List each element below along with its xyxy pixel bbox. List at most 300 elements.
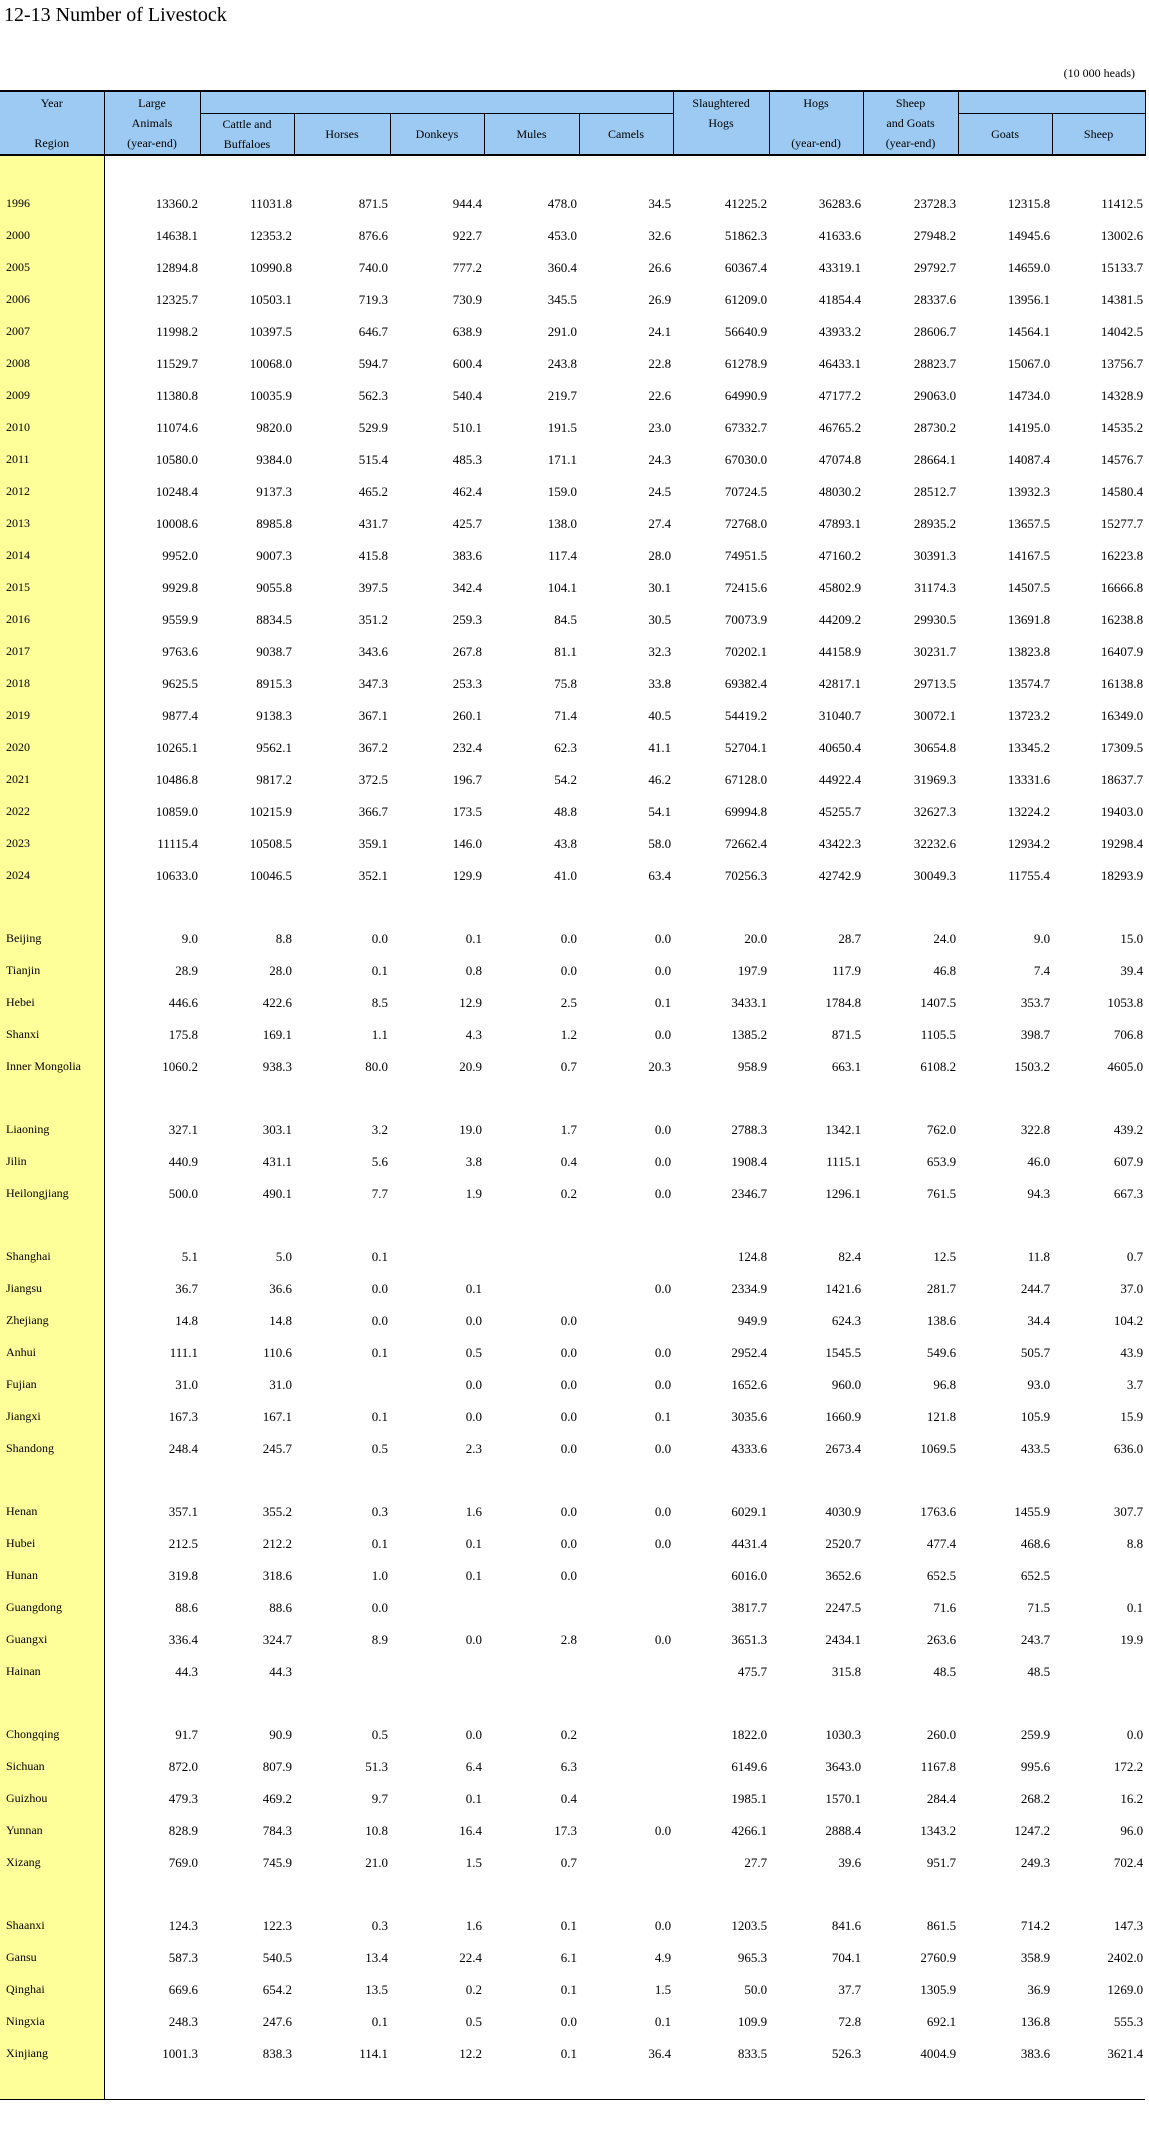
table-cell: 1342.1: [825, 1121, 862, 1137]
table-cell: 1343.2: [920, 1822, 957, 1838]
row-label: [0, 155, 104, 187]
table-cell: 343.6: [358, 643, 388, 659]
table-cell: [104, 1464, 200, 1495]
table-row: [0, 1432, 1145, 1464]
table-cell: 44209.2: [818, 611, 862, 627]
table-cell: 965.3: [737, 1949, 768, 1965]
table-cell: 20.3: [648, 1058, 672, 1074]
table-cell: 490.1: [262, 1185, 292, 1201]
table-cell: 10035.9: [249, 387, 292, 403]
table-row: [0, 859, 1145, 891]
table-cell: 4004.9: [920, 2045, 957, 2061]
table-cell: 259.9: [1020, 1726, 1051, 1742]
table-cell: 0.1: [371, 1248, 388, 1264]
table-cell: [1052, 1687, 1145, 1718]
row-label: 2018: [0, 667, 104, 699]
table-cell: 9137.3: [256, 483, 292, 499]
table-cell: 462.4: [452, 483, 482, 499]
table-cell: 745.9: [262, 1854, 292, 1870]
table-cell: 0.4: [560, 1153, 577, 1169]
table-cell: 0.0: [654, 1440, 672, 1456]
table-cell: 48.8: [554, 803, 577, 819]
header-donkeys: Donkeys: [390, 114, 484, 156]
table-cell: 24.5: [648, 483, 672, 499]
table-cell: 465.2: [358, 483, 388, 499]
table-cell: 14195.0: [1007, 419, 1051, 435]
table-cell: 9.0: [1033, 930, 1051, 946]
table-cell: 0.8: [465, 962, 482, 978]
table-cell: 607.9: [1113, 1153, 1144, 1169]
table-cell: 196.7: [452, 771, 482, 787]
table-cell: 0.1: [371, 1408, 388, 1424]
table-cell: 841.6: [831, 1917, 862, 1933]
table-cell: 777.2: [452, 259, 482, 275]
table-cell: 14381.5: [1100, 291, 1144, 307]
table-cell: [484, 891, 579, 922]
table-cell: 14945.6: [1007, 227, 1051, 243]
table-cell: 122.3: [262, 1917, 292, 1933]
row-label: [0, 1082, 104, 1113]
table-cell: 2520.7: [825, 1535, 862, 1551]
table-cell: 324.7: [262, 1631, 292, 1647]
table-cell: 52704.1: [724, 739, 768, 755]
group-spacer: [0, 1878, 1145, 1909]
table-cell: 147.3: [1113, 1917, 1144, 1933]
table-cell: 22.4: [459, 1949, 482, 1965]
table-cell: 291.0: [547, 323, 577, 339]
table-cell: 3643.0: [825, 1758, 862, 1774]
table-cell: 47074.8: [818, 451, 862, 467]
table-cell: 9055.8: [256, 579, 292, 595]
table-cell: 397.5: [358, 579, 388, 595]
table-cell: 14659.0: [1007, 259, 1051, 275]
table-cell: 13723.2: [1007, 707, 1051, 723]
table-cell: [200, 155, 294, 187]
table-cell: 12934.2: [1007, 835, 1051, 851]
table-cell: 0.0: [654, 1535, 672, 1551]
row-label: Xinjiang: [0, 2037, 104, 2069]
table-cell: 15277.7: [1100, 515, 1144, 531]
table-cell: 0.0: [560, 930, 577, 946]
table-cell: [390, 1464, 484, 1495]
table-cell: 62.3: [554, 739, 577, 755]
row-label: Tianjin: [0, 954, 104, 986]
table-cell: 16666.8: [1100, 579, 1144, 595]
table-cell: 515.4: [358, 451, 388, 467]
table-cell: 10068.0: [249, 355, 292, 371]
table-cell: 268.2: [1020, 1790, 1051, 1806]
table-cell: 30049.3: [913, 867, 957, 883]
table-cell: 594.7: [358, 355, 388, 371]
table-cell: 0.0: [465, 1376, 482, 1392]
table-cell: 355.2: [262, 1503, 292, 1519]
table-cell: 15.9: [1120, 1408, 1144, 1424]
table-cell: 478.0: [547, 195, 577, 211]
row-label: Shanghai: [0, 1240, 104, 1272]
header-subgroup-blank: [200, 91, 673, 114]
table-cell: 353.7: [1020, 994, 1051, 1010]
table-cell: 31040.7: [818, 707, 862, 723]
table-cell: 871.5: [831, 1026, 862, 1042]
table-cell: 28730.2: [913, 419, 957, 435]
table-cell: [1052, 2069, 1145, 2100]
table-cell: 11115.4: [157, 835, 198, 851]
table-cell: [104, 891, 200, 922]
table-cell: [390, 1209, 484, 1240]
table-cell: 0.0: [654, 930, 672, 946]
table-cell: 104.1: [547, 579, 577, 595]
table-cell: 4266.1: [731, 1822, 768, 1838]
table-cell: 71.5: [1027, 1599, 1051, 1615]
table-cell: 9384.0: [256, 451, 292, 467]
table-cell: 9038.7: [256, 643, 292, 659]
table-cell: 175.8: [168, 1026, 198, 1042]
table-cell: [1052, 1464, 1145, 1495]
table-cell: 44922.4: [818, 771, 862, 787]
table-cell: 281.7: [926, 1280, 957, 1296]
table-cell: 138.0: [547, 515, 577, 531]
table-cell: [958, 1464, 1052, 1495]
table-cell: 167.1: [262, 1408, 292, 1424]
table-row: [0, 731, 1145, 763]
table-cell: 367.1: [358, 707, 388, 723]
table-cell: 45255.7: [818, 803, 862, 819]
table-cell: 9763.6: [162, 643, 198, 659]
row-label: 2013: [0, 507, 104, 539]
table-row: [0, 411, 1145, 443]
table-cell: 30.1: [648, 579, 672, 595]
table-cell: 10859.0: [155, 803, 198, 819]
row-label: 2016: [0, 603, 104, 635]
table-cell: 1.6: [465, 1917, 482, 1933]
table-cell: 10.8: [365, 1822, 388, 1838]
table-cell: 807.9: [262, 1758, 292, 1774]
table-cell: [958, 1687, 1052, 1718]
table-cell: 36283.6: [818, 195, 862, 211]
table-cell: 146.0: [452, 835, 482, 851]
table-cell: 704.1: [831, 1949, 862, 1965]
table-cell: 219.7: [547, 387, 577, 403]
table-cell: 342.4: [452, 579, 482, 595]
table-cell: [769, 2069, 863, 2100]
table-cell: 54.1: [648, 803, 672, 819]
table-cell: 828.9: [168, 1822, 198, 1838]
table-cell: [958, 2069, 1052, 2100]
table-cell: 0.0: [560, 1535, 577, 1551]
table-cell: [769, 1878, 863, 1909]
table-cell: 70202.1: [724, 643, 768, 659]
row-label: Gansu: [0, 1941, 104, 1973]
table-cell: 11412.5: [1101, 195, 1144, 211]
table-cell: 136.8: [1020, 2013, 1051, 2029]
table-cell: 13224.2: [1007, 803, 1051, 819]
table-cell: [294, 2069, 390, 2100]
table-cell: 0.1: [371, 962, 388, 978]
table-cell: 36.6: [269, 1280, 292, 1296]
table-cell: 105.9: [1020, 1408, 1051, 1424]
table-cell: 88.6: [269, 1599, 292, 1615]
table-cell: [579, 1750, 673, 1782]
table-cell: 944.4: [452, 195, 482, 211]
table-row: [0, 1018, 1145, 1050]
table-row: [0, 379, 1145, 411]
table-cell: 96.8: [933, 1376, 957, 1392]
table-cell: 28337.6: [913, 291, 957, 307]
table-cell: 13691.8: [1007, 611, 1051, 627]
table-cell: 61278.9: [724, 355, 768, 371]
table-row: [0, 699, 1145, 731]
table-cell: [673, 1464, 769, 1495]
table-cell: 0.0: [371, 1599, 388, 1615]
table-row: [0, 1782, 1145, 1814]
table-cell: 19403.0: [1100, 803, 1144, 819]
table-cell: 3621.4: [1107, 2045, 1144, 2061]
table-cell: [104, 1687, 200, 1718]
table-cell: 372.5: [358, 771, 388, 787]
table-cell: 24.3: [648, 451, 672, 467]
table-cell: 245.7: [262, 1440, 292, 1456]
table-cell: [863, 1209, 958, 1240]
table-cell: 9817.2: [256, 771, 292, 787]
table-cell: 4333.6: [731, 1440, 768, 1456]
table-cell: [579, 891, 673, 922]
table-cell: 9877.4: [162, 707, 198, 723]
table-cell: [673, 2069, 769, 2100]
table-cell: 14576.7: [1100, 451, 1144, 467]
table-cell: 8.8: [1126, 1535, 1144, 1551]
table-cell: 33.8: [648, 675, 672, 691]
row-label: 2020: [0, 731, 104, 763]
table-cell: 11529.7: [156, 355, 198, 371]
table-cell: 69994.8: [724, 803, 768, 819]
table-cell: [294, 1209, 390, 1240]
table-cell: 50.0: [744, 1981, 768, 1997]
table-cell: 70256.3: [724, 867, 768, 883]
table-cell: [390, 1687, 484, 1718]
table-row: [0, 219, 1145, 251]
table-cell: 0.1: [465, 1567, 482, 1583]
table-row: [0, 827, 1145, 859]
table-cell: 0.0: [465, 1726, 482, 1742]
table-cell: [673, 891, 769, 922]
table-cell: 1.7: [560, 1121, 577, 1137]
table-cell: 719.3: [358, 291, 388, 307]
table-cell: 477.4: [926, 1535, 957, 1551]
table-cell: 10580.0: [155, 451, 198, 467]
table-cell: 13002.6: [1100, 227, 1144, 243]
row-label: 1996: [0, 187, 104, 219]
table-cell: 13956.1: [1007, 291, 1051, 307]
table-cell: 761.5: [926, 1185, 957, 1201]
table-cell: 8.9: [371, 1631, 388, 1647]
table-cell: 84.5: [554, 611, 577, 627]
table-cell: 41.1: [648, 739, 672, 755]
table-cell: [390, 1591, 484, 1623]
table-cell: 6.4: [465, 1758, 482, 1774]
table-cell: [863, 155, 958, 187]
table-cell: 51862.3: [724, 227, 768, 243]
table-cell: 69382.4: [724, 675, 768, 691]
header-cattle: Cattle and Buffaloes: [200, 114, 294, 156]
table-row: [0, 1368, 1145, 1400]
table-cell: [484, 1082, 579, 1113]
table-cell: 624.3: [831, 1312, 862, 1328]
table-cell: 0.0: [371, 930, 388, 946]
table-cell: [390, 1878, 484, 1909]
table-cell: 17309.5: [1100, 739, 1144, 755]
table-cell: 124.3: [168, 1917, 198, 1933]
table-row: [0, 283, 1145, 315]
table-cell: 9007.3: [256, 547, 292, 563]
table-cell: 41854.4: [818, 291, 862, 307]
table-cell: 1908.4: [731, 1153, 768, 1169]
table-cell: 357.1: [168, 1503, 198, 1519]
row-label: 2024: [0, 859, 104, 891]
table-cell: 10008.6: [155, 515, 198, 531]
table-cell: [579, 1304, 673, 1336]
table-cell: 6149.6: [731, 1758, 768, 1774]
table-cell: 20.0: [744, 930, 768, 946]
table-cell: 0.0: [560, 1567, 577, 1583]
table-cell: 352.1: [358, 867, 388, 883]
table-cell: 167.3: [168, 1408, 198, 1424]
row-label: [0, 2069, 104, 2100]
row-label: 2009: [0, 379, 104, 411]
table-cell: 260.1: [452, 707, 482, 723]
table-cell: 0.0: [1126, 1726, 1144, 1742]
table-cell: 0.3: [371, 1917, 388, 1933]
table-cell: 8985.8: [256, 515, 292, 531]
table-cell: 28.9: [175, 962, 198, 978]
table-cell: 259.3: [452, 611, 482, 627]
group-spacer: [0, 1464, 1145, 1495]
table-cell: 91.7: [175, 1726, 198, 1742]
table-cell: 319.8: [168, 1567, 198, 1583]
table-cell: 0.5: [371, 1726, 388, 1742]
table-cell: 669.6: [168, 1981, 198, 1997]
table-cell: 58.0: [648, 835, 672, 851]
table-cell: 169.1: [262, 1026, 292, 1042]
table-cell: [579, 1782, 673, 1814]
table-row: [0, 1304, 1145, 1336]
table-cell: 3.2: [371, 1121, 388, 1137]
table-cell: 529.9: [358, 419, 388, 435]
table-cell: [200, 1082, 294, 1113]
unit-note: (10 000 heads): [1063, 66, 1135, 80]
table-cell: 129.9: [452, 867, 482, 883]
table-cell: 3.8: [465, 1153, 482, 1169]
table-cell: [1052, 1082, 1145, 1113]
table-cell: 71.4: [554, 707, 577, 723]
table-cell: 485.3: [452, 451, 482, 467]
table-row: [0, 2037, 1145, 2069]
table-cell: [200, 2069, 294, 2100]
table-cell: [484, 1878, 579, 1909]
table-cell: [769, 1209, 863, 1240]
table-cell: 0.0: [654, 1026, 672, 1042]
table-cell: 0.2: [560, 1726, 577, 1742]
table-cell: 636.0: [1113, 1440, 1144, 1456]
table-cell: 1822.0: [731, 1726, 768, 1742]
table-cell: 784.3: [262, 1822, 292, 1838]
table-cell: 0.0: [654, 1153, 672, 1169]
header-region: Region: [34, 136, 70, 150]
row-label: Henan: [0, 1495, 104, 1527]
table-cell: 0.0: [654, 1376, 672, 1392]
table-cell: [390, 155, 484, 187]
row-label: Fujian: [0, 1368, 104, 1400]
table-cell: 74951.5: [724, 547, 768, 563]
row-label: Hubei: [0, 1527, 104, 1559]
table-cell: 16238.8: [1100, 611, 1144, 627]
table-cell: 2.8: [560, 1631, 577, 1647]
table-cell: 117.9: [832, 962, 862, 978]
table-cell: 138.6: [926, 1312, 957, 1328]
table-cell: [769, 1464, 863, 1495]
table-cell: 44158.9: [818, 643, 862, 659]
table-cell: 56640.9: [724, 323, 768, 339]
table-row: [0, 795, 1145, 827]
table-cell: 0.1: [465, 1535, 482, 1551]
table-cell: 1660.9: [825, 1408, 862, 1424]
table-cell: 26.9: [648, 291, 672, 307]
table-cell: 510.1: [452, 419, 482, 435]
table-cell: 2.5: [560, 994, 577, 1010]
table-cell: 555.3: [1113, 2013, 1144, 2029]
table-cell: 43422.3: [818, 835, 862, 851]
table-cell: 46.2: [648, 771, 672, 787]
header-goats: Goats: [958, 114, 1052, 156]
table-cell: 0.1: [465, 930, 482, 946]
table-cell: 505.7: [1020, 1344, 1051, 1360]
table-cell: 422.6: [262, 994, 292, 1010]
row-label: Heilongjiang: [0, 1177, 104, 1209]
table-cell: 19298.4: [1100, 835, 1144, 851]
table-cell: 42742.9: [818, 867, 862, 883]
row-label: Beijing: [0, 922, 104, 954]
row-label: 2012: [0, 475, 104, 507]
table-cell: 762.0: [926, 1121, 957, 1137]
table-cell: 31.0: [175, 1376, 198, 1392]
table-cell: [390, 1240, 484, 1272]
table-cell: [958, 1209, 1052, 1240]
table-cell: 244.7: [1020, 1280, 1051, 1296]
table-cell: [200, 1209, 294, 1240]
table-cell: 479.3: [168, 1790, 198, 1806]
table-row: [0, 1495, 1145, 1527]
table-row: [0, 187, 1145, 219]
table-cell: 0.1: [371, 1535, 388, 1551]
row-label: [0, 1464, 104, 1495]
table-cell: 475.7: [737, 1663, 768, 1679]
table-cell: 0.3: [371, 1503, 388, 1519]
table-cell: 2952.4: [731, 1344, 768, 1360]
table-cell: [104, 155, 200, 187]
table-cell: 82.4: [838, 1248, 862, 1264]
table-cell: 1053.8: [1107, 994, 1144, 1010]
table-row: [0, 1336, 1145, 1368]
table-cell: 14328.9: [1100, 387, 1144, 403]
table-cell: 1.2: [560, 1026, 577, 1042]
table-cell: 1.9: [465, 1185, 482, 1201]
table-cell: [579, 1464, 673, 1495]
table-cell: 1503.2: [1014, 1058, 1051, 1074]
table-cell: 13574.7: [1007, 675, 1051, 691]
table-cell: 861.5: [926, 1917, 957, 1933]
table-cell: 0.2: [465, 1981, 482, 1997]
table-cell: 37.0: [1120, 1280, 1144, 1296]
table-cell: [579, 1878, 673, 1909]
